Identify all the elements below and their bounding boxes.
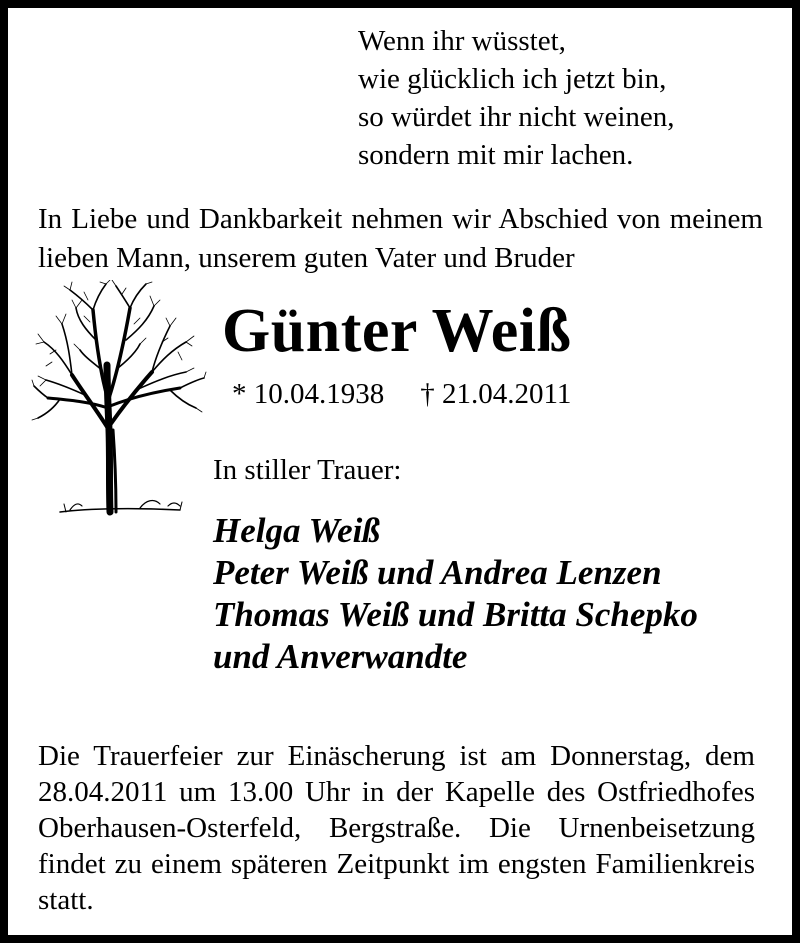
- poem-line: so würdet ihr nicht weinen,: [358, 101, 675, 133]
- poem-line: sondern mit mir lachen.: [358, 139, 634, 171]
- deceased-name: Günter Weiß: [222, 297, 572, 365]
- poem-line: Wenn ihr wüsstet,: [358, 25, 566, 57]
- mourner-entry: Helga Weiß: [213, 511, 380, 550]
- life-dates: [232, 376, 571, 412]
- death-date: † 21.04.2011: [420, 378, 572, 410]
- mourning-heading: In stiller Trauer:: [213, 454, 402, 486]
- mourner-entry: und Anverwandte: [213, 637, 468, 676]
- ceremony-details: Die Trauerfeier zur Einäscherung ist am Donnerstag, dem 28.04.2011 um 13.00 Uhr in der Kapelle des Ostfriedhofes Oberhausen-Osterfeld, Bergstraße. Die Urnenbeisetzung findet zu einem späteren Zeitpunkt im engsten Familienkreis statt.: [38, 740, 755, 916]
- tree-icon: [30, 280, 208, 516]
- birth-date: * 10.04.1938: [232, 378, 385, 410]
- mourner-entry: Thomas Weiß und Britta Schepko: [213, 595, 698, 634]
- farewell-text: In Liebe und Dankbarkeit nehmen wir Abschied von meinem lieben Mann, unserem guten Vater und Bruder: [38, 203, 763, 274]
- mourner-entry: Peter Weiß und Andrea Lenzen: [213, 553, 662, 592]
- mourners-list: [213, 510, 698, 678]
- poem: [358, 22, 675, 174]
- poem-line: wie glücklich ich jetzt bin,: [358, 63, 667, 95]
